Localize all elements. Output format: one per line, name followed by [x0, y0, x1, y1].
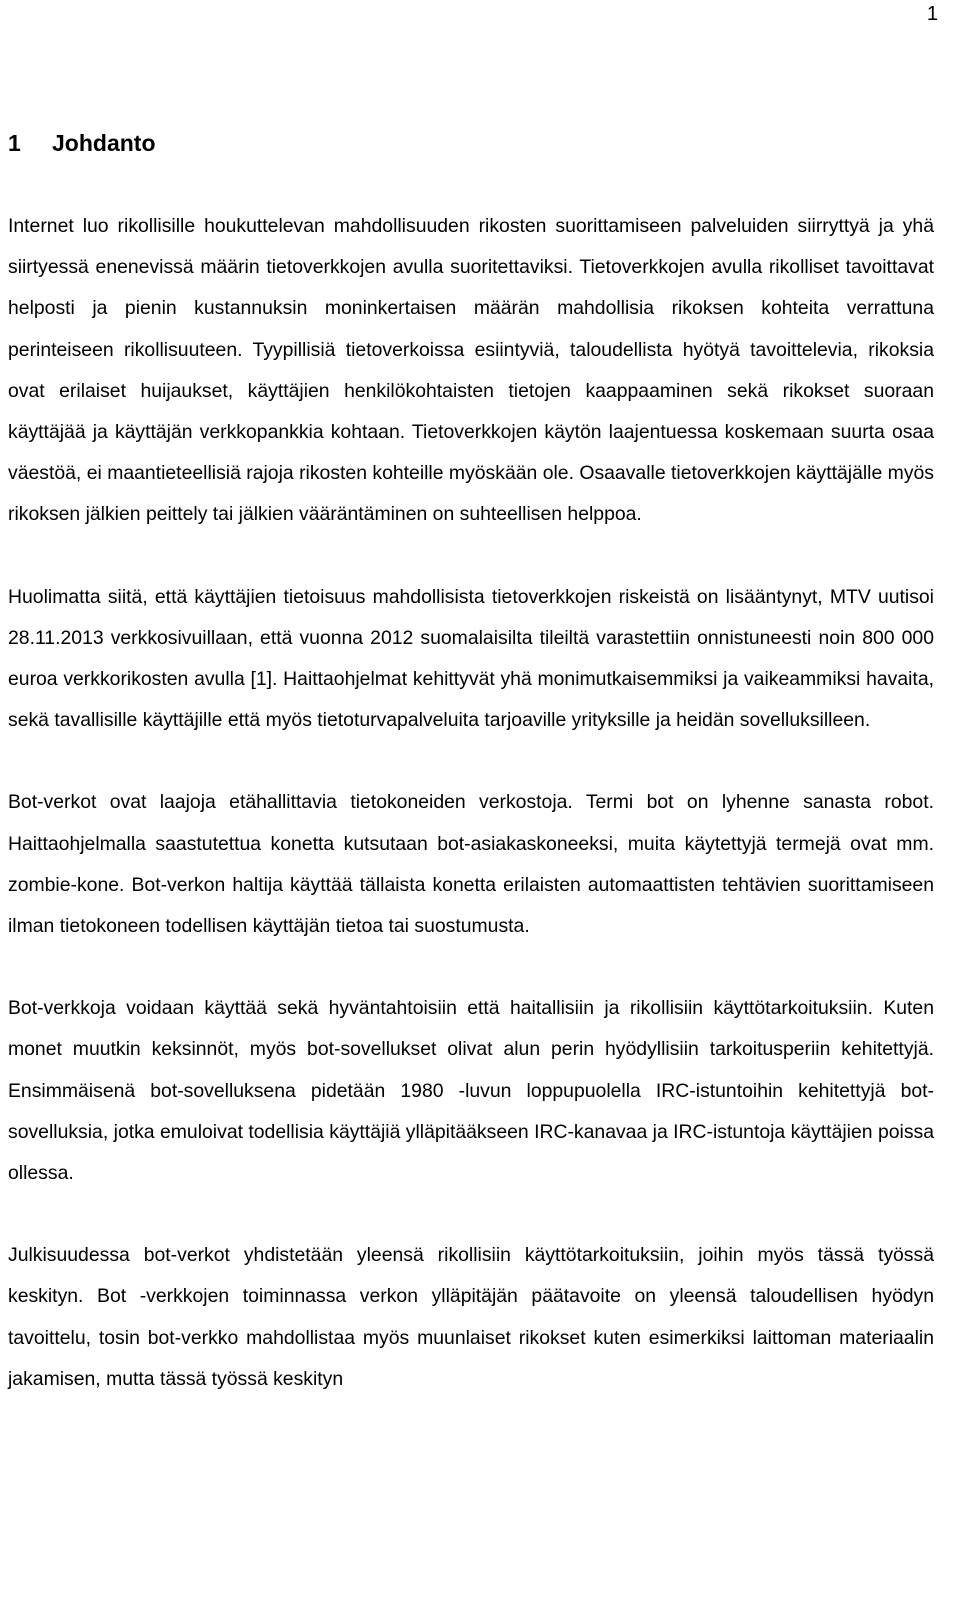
section-number: 1: [8, 130, 21, 156]
body-text: [8, 206, 934, 1441]
section-heading: [8, 128, 156, 158]
paragraph-2: Huolimatta siitä, että käyttäjien tietoisuus mahdollisista tietoverkkojen riskeistä on lisääntynyt, MTV uutisoi 28.11.2013 verkkosivuillaan, että vuonna 2012 suomalaisilta tileiltä varastettiin onnistuneesti noin 800 000 euroa verkkorikosten avulla [1]. Haittaohjelmat kehittyvät yhä monimutkaisemmiksi ja vaikeammiksi havaita, sekä tavallisille käyttäjille että myös tietoturvapalveluita tarjoaville yrityksille ja heidän sovelluksilleen.: [8, 585, 934, 732]
paragraph-4: Bot-verkkoja voidaan käyttää sekä hyväntahtoisiin että haitallisiin ja rikollisiin käyttötarkoituksiin. Kuten monet muutkin keksinnöt, myös bot-sovellukset olivat alun perin hyödyllisiin tarkoitusperiin kehitettyjä. Ensimmäisenä bot-sovelluksena pidetään 1980 -luvun loppupuolella IRC-istuntoihin kehitettyjä bot-sovelluksia, jotka emuloivat todellisia käyttäjiä ylläpitääkseen IRC-kanavaa ja IRC-istuntoja käyttäjien poissa ollessa.: [8, 997, 934, 1185]
page-number: 1: [926, 3, 938, 25]
section-title: Johdanto: [52, 130, 156, 156]
paragraph-1: Internet luo rikollisille houkuttelevan mahdollisuuden rikosten suorittamiseen palveluiden siirryttyä ja yhä siirtyessä enenevissä määrin tietoverkkojen avulla suoritettaviksi. Tietoverkkojen avulla rikolliset tavoittavat helposti ja pienin kustannuksin moninkertaisen määrän mahdollisia rikoksen kohteita verrattuna perinteiseen rikollisuuteen. Tyypillisiä tietoverkoissa esiintyviä, taloudellista hyötyä tavoittelevia, rikoksia ovat erilaiset huijaukset, käyttäjien henkilökohtaisten tietojen kaappaaminen sekä rikokset suoraan käyttäjää ja käyttäjän verkkopankkia kohtaan. Tietoverkkojen käytön laajentuessa koskemaan suurta osaa väestöä, ei maantieteellisiä rajoja rikosten kohteille myöskään ole. Osaavalle tietoverkkojen käyttäjälle myös rikoksen jälkien peittely tai jälkien vääräntäminen on suhteellisen helppoa.: [8, 215, 934, 526]
paragraph-5: Julkisuudessa bot-verkot yhdistetään yleensä rikollisiin käyttötarkoituksiin, joihin myös tässä työssä keskityn. Bot -verkkojen toiminnassa verkon ylläpitäjän päätavoite on yleensä taloudellisen hyödyn tavoittelu, tosin bot-verkko mahdollistaa myös muunlaiset rikokset kuten esimerkiksi laittoman materiaalin jakamisen, mutta tässä työssä keskityn: [8, 1244, 934, 1390]
paragraph-3: Bot-verkot ovat laajoja etähallittavia tietokoneiden verkostoja. Termi bot on lyhenne sanasta robot. Haittaohjelmalla saastutettua konetta kutsutaan bot-asiakaskoneeksi, muita käytettyjä termejä ovat mm. zombie-kone. Bot-verkon haltija käyttää tällaista konetta erilaisten automaattisten tehtävien suorittamiseen ilman tietokoneen todellisen käyttäjän tietoa tai suostumusta.: [8, 791, 934, 938]
